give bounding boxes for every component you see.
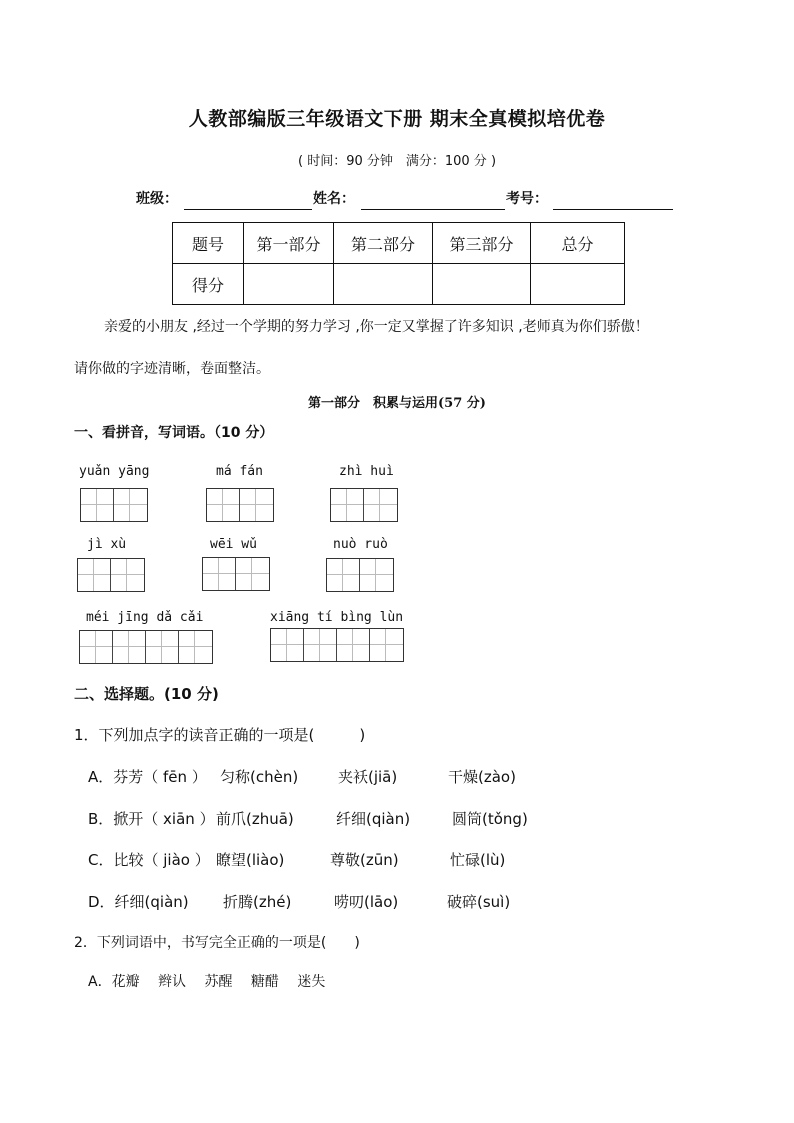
pinyin-label: nuò ruò — [333, 537, 388, 552]
exam-number-field[interactable] — [553, 191, 673, 210]
score-cell[interactable] — [244, 264, 334, 305]
table-header-cell: 第二部分 — [334, 223, 433, 264]
name-field[interactable] — [361, 191, 505, 210]
option-word: 匀称(chèn) — [220, 768, 299, 786]
option-word: 瞭望(liào) — [216, 851, 285, 869]
pinyin-label: wēi wǔ — [210, 537, 257, 552]
option-word: B．掀开（ xiān ） — [88, 810, 215, 828]
question-text: 1．下列加点字的读音正确的一项是( ) — [74, 726, 366, 744]
option-a[interactable]: A．花瓣 辫认 苏醒 糖醋 迷失 — [88, 974, 326, 990]
question-heading-2: 二、选择题。(10 分) — [74, 685, 219, 703]
question-heading-1: 一、看拼音，写词语。（10 分） — [74, 425, 274, 441]
score-table-row — [173, 264, 625, 305]
option-c[interactable] — [88, 849, 505, 870]
score-table — [172, 222, 625, 305]
pinyin-label: jì xù — [87, 537, 127, 552]
option-word: A．芬芳（ fēn ） — [88, 768, 207, 786]
option-a[interactable] — [88, 766, 516, 787]
table-row-label: 得分 — [173, 264, 244, 305]
option-b[interactable] — [88, 808, 528, 829]
option-word: 圆筒(tǒng) — [452, 810, 528, 828]
option-word: 忙碌(lù) — [450, 851, 506, 869]
class-label: 班级： — [136, 191, 178, 207]
score-cell[interactable] — [433, 264, 531, 305]
option-word: C．比较（ jiào ） — [88, 851, 210, 869]
option-word: 破碎(suì) — [447, 893, 511, 911]
writing-grid[interactable] — [80, 488, 148, 522]
option-word: 夹袄(jiā) — [338, 768, 398, 786]
option-word: D．纤细(qiàn) — [88, 893, 189, 911]
section-title: 第一部分 积累与运用(57 分) — [308, 396, 486, 411]
exam-number-label: 考号： — [506, 191, 548, 207]
writing-grid[interactable] — [206, 488, 274, 522]
option-word: 前爪(zhuā) — [216, 810, 294, 828]
class-field[interactable] — [184, 191, 312, 210]
option-word: 干燥(zào) — [448, 768, 516, 786]
score-cell[interactable] — [334, 264, 433, 305]
pinyin-label: xiāng tí bìng lùn — [270, 610, 404, 625]
option-word: 唠叨(lāo) — [334, 893, 399, 911]
score-table-header-row — [173, 223, 625, 264]
writing-grid[interactable] — [77, 558, 145, 592]
intro-line-1: 亲爱的小朋友 ,经过一个学期的努力学习 ,你一定又掌握了许多知识 ,老师真为你们骄傲！ — [104, 319, 649, 335]
table-header-cell: 总分 — [531, 223, 625, 264]
pinyin-label: má fán — [216, 464, 263, 479]
exam-subtitle: ( 时间：90 分钟 满分：100 分 ) — [297, 154, 497, 169]
table-header-cell: 题号 — [173, 223, 244, 264]
question-text: 2．下列词语中，书写完全正确的一项是( ) — [74, 935, 360, 951]
option-d[interactable] — [88, 891, 510, 912]
pinyin-label: méi jīng dǎ cǎi — [86, 610, 204, 625]
table-header-cell: 第三部分 — [433, 223, 531, 264]
score-cell[interactable] — [531, 264, 625, 305]
writing-grid[interactable] — [202, 557, 270, 591]
name-label: 姓名： — [313, 191, 355, 207]
table-header-cell: 第一部分 — [244, 223, 334, 264]
option-word: 折腾(zhé) — [223, 893, 292, 911]
pinyin-label: zhì huì — [339, 464, 394, 479]
writing-grid[interactable] — [330, 488, 398, 522]
writing-grid[interactable] — [270, 628, 404, 662]
writing-grid[interactable] — [79, 630, 213, 664]
option-word: 纤细(qiàn) — [336, 810, 411, 828]
page-title: 人教部编版三年级语文下册 期末全真模拟培优卷 — [188, 108, 606, 130]
pinyin-label: yuǎn yāng — [79, 464, 150, 479]
option-word: 尊敬(zūn) — [330, 851, 399, 869]
intro-line-2: 请你做的字迹清晰，卷面整洁。 — [74, 361, 270, 377]
writing-grid[interactable] — [326, 558, 394, 592]
